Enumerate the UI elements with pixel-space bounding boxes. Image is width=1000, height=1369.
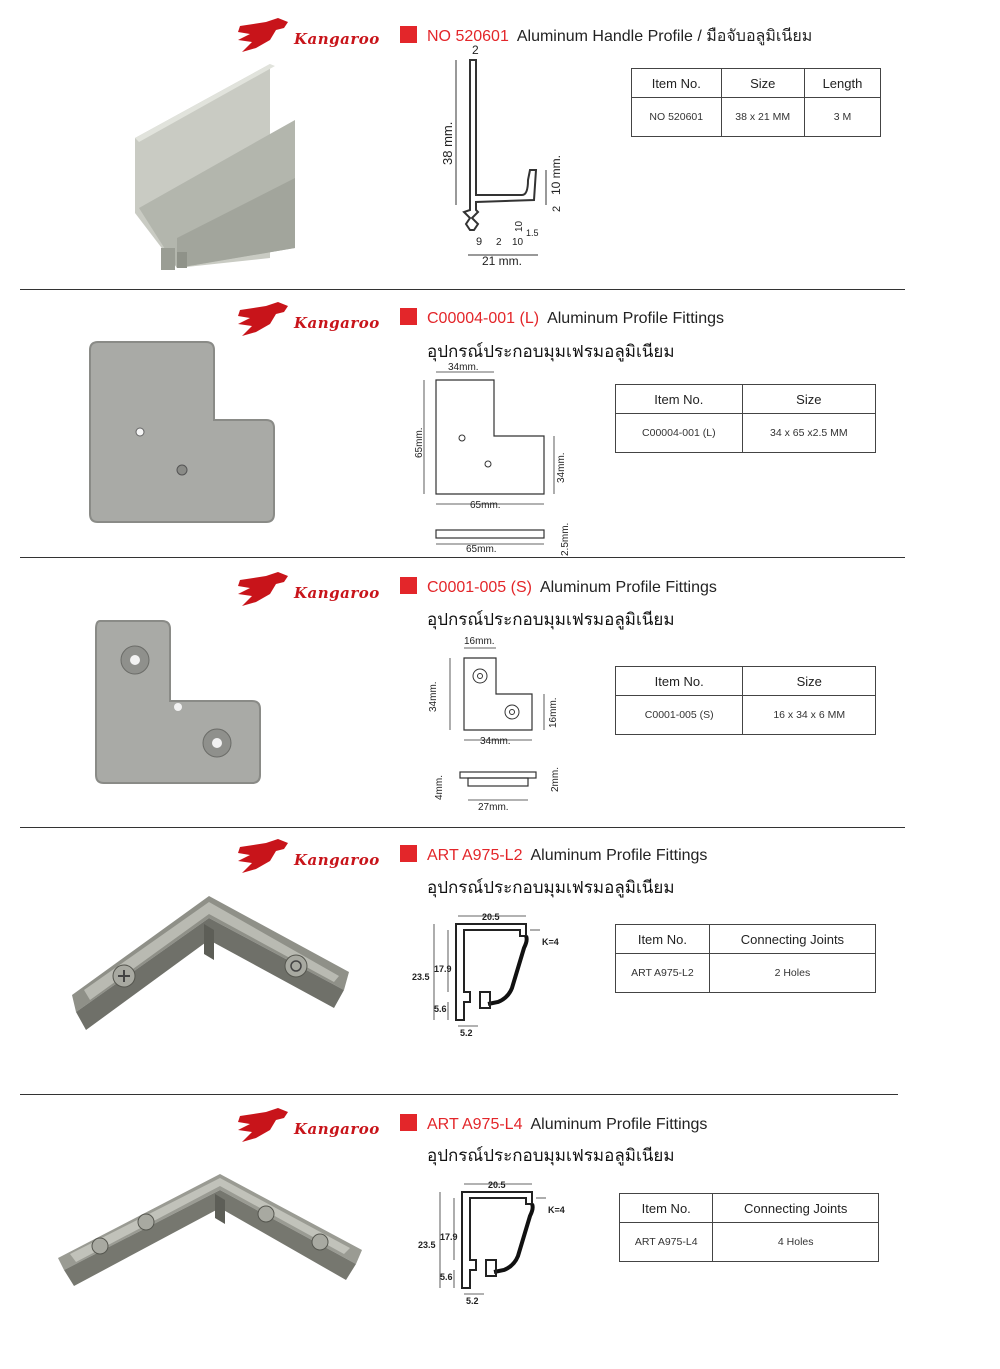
kangaroo-icon [236, 18, 296, 54]
table-cell: ART A975-L2 [616, 954, 710, 993]
table-cell: 34 x 65 x2.5 MM [742, 414, 875, 453]
red-square-marker [400, 577, 417, 594]
dim-h2: 2mm. [550, 767, 561, 792]
section-divider [20, 1094, 898, 1095]
section-divider [20, 827, 905, 828]
table-cell: 2 Holes [709, 954, 875, 993]
product-title-thai: อุปกรณ์ประกอบมุมเฟรมอลูมิเนียม [427, 1146, 675, 1166]
table-cell: C0001-005 (S) [616, 696, 743, 735]
kangaroo-icon [236, 1108, 296, 1144]
table-header: Item No. [616, 925, 710, 954]
table-cell: C00004-001 (L) [616, 414, 743, 453]
table-header: Item No. [620, 1194, 713, 1223]
dim-base: 5.6 [440, 1272, 453, 1282]
spec-table [615, 384, 876, 453]
product-title: Aluminum Profile Fittings [530, 847, 708, 864]
dim-top: 16mm. [464, 636, 495, 647]
product-code: NO 520601 [427, 28, 509, 45]
table-header: Connecting Joints [709, 925, 875, 954]
red-square-marker [400, 26, 417, 43]
dim-k: K=4 [548, 1205, 565, 1215]
kangaroo-icon [236, 572, 296, 608]
product-heading [400, 845, 707, 865]
red-square-marker [400, 308, 417, 325]
table-cell: 3 M [804, 98, 880, 137]
brand-name: Kangaroo [294, 851, 380, 869]
table-row [616, 696, 876, 735]
kangaroo-icon [236, 302, 296, 338]
dim-side-width: 65mm. [466, 544, 497, 555]
dim-height: 38 mm. [440, 121, 455, 165]
section-divider [20, 289, 905, 290]
product-heading [400, 577, 717, 597]
table-row [616, 414, 876, 453]
table-header: Size [743, 667, 876, 696]
corner-plate-s-photo [92, 615, 267, 790]
brand-logo [236, 1108, 386, 1148]
dim-b3: 10 [512, 237, 524, 248]
brand-name: Kangaroo [294, 314, 380, 332]
brand-name: Kangaroo [294, 584, 380, 602]
product-title: Aluminum Profile Fittings [539, 579, 717, 596]
kangaroo-icon [236, 839, 296, 875]
handle-profile-photo [125, 58, 315, 278]
table-cell: NO 520601 [632, 98, 722, 137]
dim-width: 21 mm. [482, 254, 523, 268]
table-header-row [620, 1194, 879, 1223]
table-row [620, 1223, 879, 1262]
brand-name: Kangaroo [294, 1120, 380, 1138]
table-header: Item No. [616, 385, 743, 414]
dim-base-width: 5.2 [466, 1296, 479, 1306]
table-header: Connecting Joints [713, 1194, 879, 1223]
corner-plate-s-drawing [420, 630, 570, 815]
dim-side-width: 27mm. [478, 802, 509, 813]
spec-table [615, 924, 876, 993]
dim-height: 23.5 [412, 972, 430, 982]
handle-profile-drawing [420, 40, 570, 268]
table-cell: 38 x 21 MM [721, 98, 804, 137]
table-header-row [616, 385, 876, 414]
dim-k: K=4 [542, 937, 559, 947]
dim-width: 20.5 [488, 1180, 506, 1190]
dim-right: 34mm. [556, 452, 567, 483]
dim-h1: 4mm. [434, 775, 445, 800]
dim-left: 65mm. [414, 427, 425, 458]
profile-section-drawing [414, 1176, 574, 1311]
table-cell: 16 x 34 x 6 MM [743, 696, 876, 735]
table-cell: ART A975-L4 [620, 1223, 713, 1262]
table-header-row [632, 69, 881, 98]
table-header: Size [742, 385, 875, 414]
dim-s2: 1.5 [526, 228, 539, 238]
dim-b1: 9 [476, 236, 483, 248]
dim-lip: 10 mm. [549, 154, 563, 195]
dim-top: 34mm. [448, 362, 479, 373]
angle-bracket-l2-photo [64, 890, 364, 1050]
corner-plate-l-photo [90, 342, 280, 527]
product-title-thai: อุปกรณ์ประกอบมุมเฟรมอลูมิเนียม [427, 610, 675, 630]
table-row [632, 98, 881, 137]
dim-width: 20.5 [482, 912, 500, 922]
table-header: Size [721, 69, 804, 98]
product-code: ART A975-L2 [427, 847, 523, 864]
product-code: C00004-001 (L) [427, 310, 540, 327]
product-title: Aluminum Profile Fittings [547, 310, 725, 327]
dim-b2: 2 [496, 237, 502, 248]
table-header: Item No. [616, 667, 743, 696]
dim-base-width: 5.2 [460, 1028, 473, 1038]
table-header-row [616, 925, 876, 954]
corner-plate-l-drawing [410, 358, 571, 558]
brand-logo [236, 839, 386, 879]
product-title: Aluminum Handle Profile / มือจับอลูมิเนียม [516, 28, 813, 45]
dim-base: 5.6 [434, 1004, 447, 1014]
table-cell: 4 Holes [713, 1223, 879, 1262]
dim-bottom: 65mm. [470, 500, 501, 511]
brand-logo [236, 18, 386, 58]
product-title: Aluminum Profile Fittings [530, 1116, 708, 1133]
profile-section-drawing [408, 908, 568, 1043]
red-square-marker [400, 1114, 417, 1131]
dim-s1: 10 [514, 220, 525, 232]
brand-logo [236, 572, 386, 612]
product-title-thai: อุปกรณ์ประกอบมุมเฟรมอลูมิเนียม [427, 342, 675, 362]
brand-logo [236, 302, 386, 342]
dim-lip-thickness: 2 [551, 205, 563, 212]
table-header-row [616, 667, 876, 696]
dim-height-inner: 17.9 [440, 1232, 458, 1242]
dim-left: 34mm. [428, 681, 439, 712]
product-code: C0001-005 (S) [427, 579, 532, 596]
dim-height: 23.5 [418, 1240, 436, 1250]
brand-name: Kangaroo [294, 30, 380, 48]
dim-top: 2 [472, 43, 479, 57]
product-code: ART A975-L4 [427, 1116, 523, 1133]
table-row [616, 954, 876, 993]
table-header: Length [804, 69, 880, 98]
angle-bracket-l4-photo [50, 1170, 370, 1300]
section-divider [20, 557, 905, 558]
spec-table [615, 666, 876, 735]
table-header: Item No. [632, 69, 722, 98]
spec-table [619, 1193, 879, 1262]
dim-height-inner: 17.9 [434, 964, 452, 974]
product-heading [400, 1114, 707, 1134]
dim-bottom: 34mm. [480, 736, 511, 747]
dim-thickness: 2.5mm. [560, 522, 571, 556]
spec-table [631, 68, 881, 137]
product-title-thai: อุปกรณ์ประกอบมุมเฟรมอลูมิเนียม [427, 878, 675, 898]
product-heading [400, 308, 724, 328]
red-square-marker [400, 845, 417, 862]
dim-right: 16mm. [548, 697, 559, 728]
